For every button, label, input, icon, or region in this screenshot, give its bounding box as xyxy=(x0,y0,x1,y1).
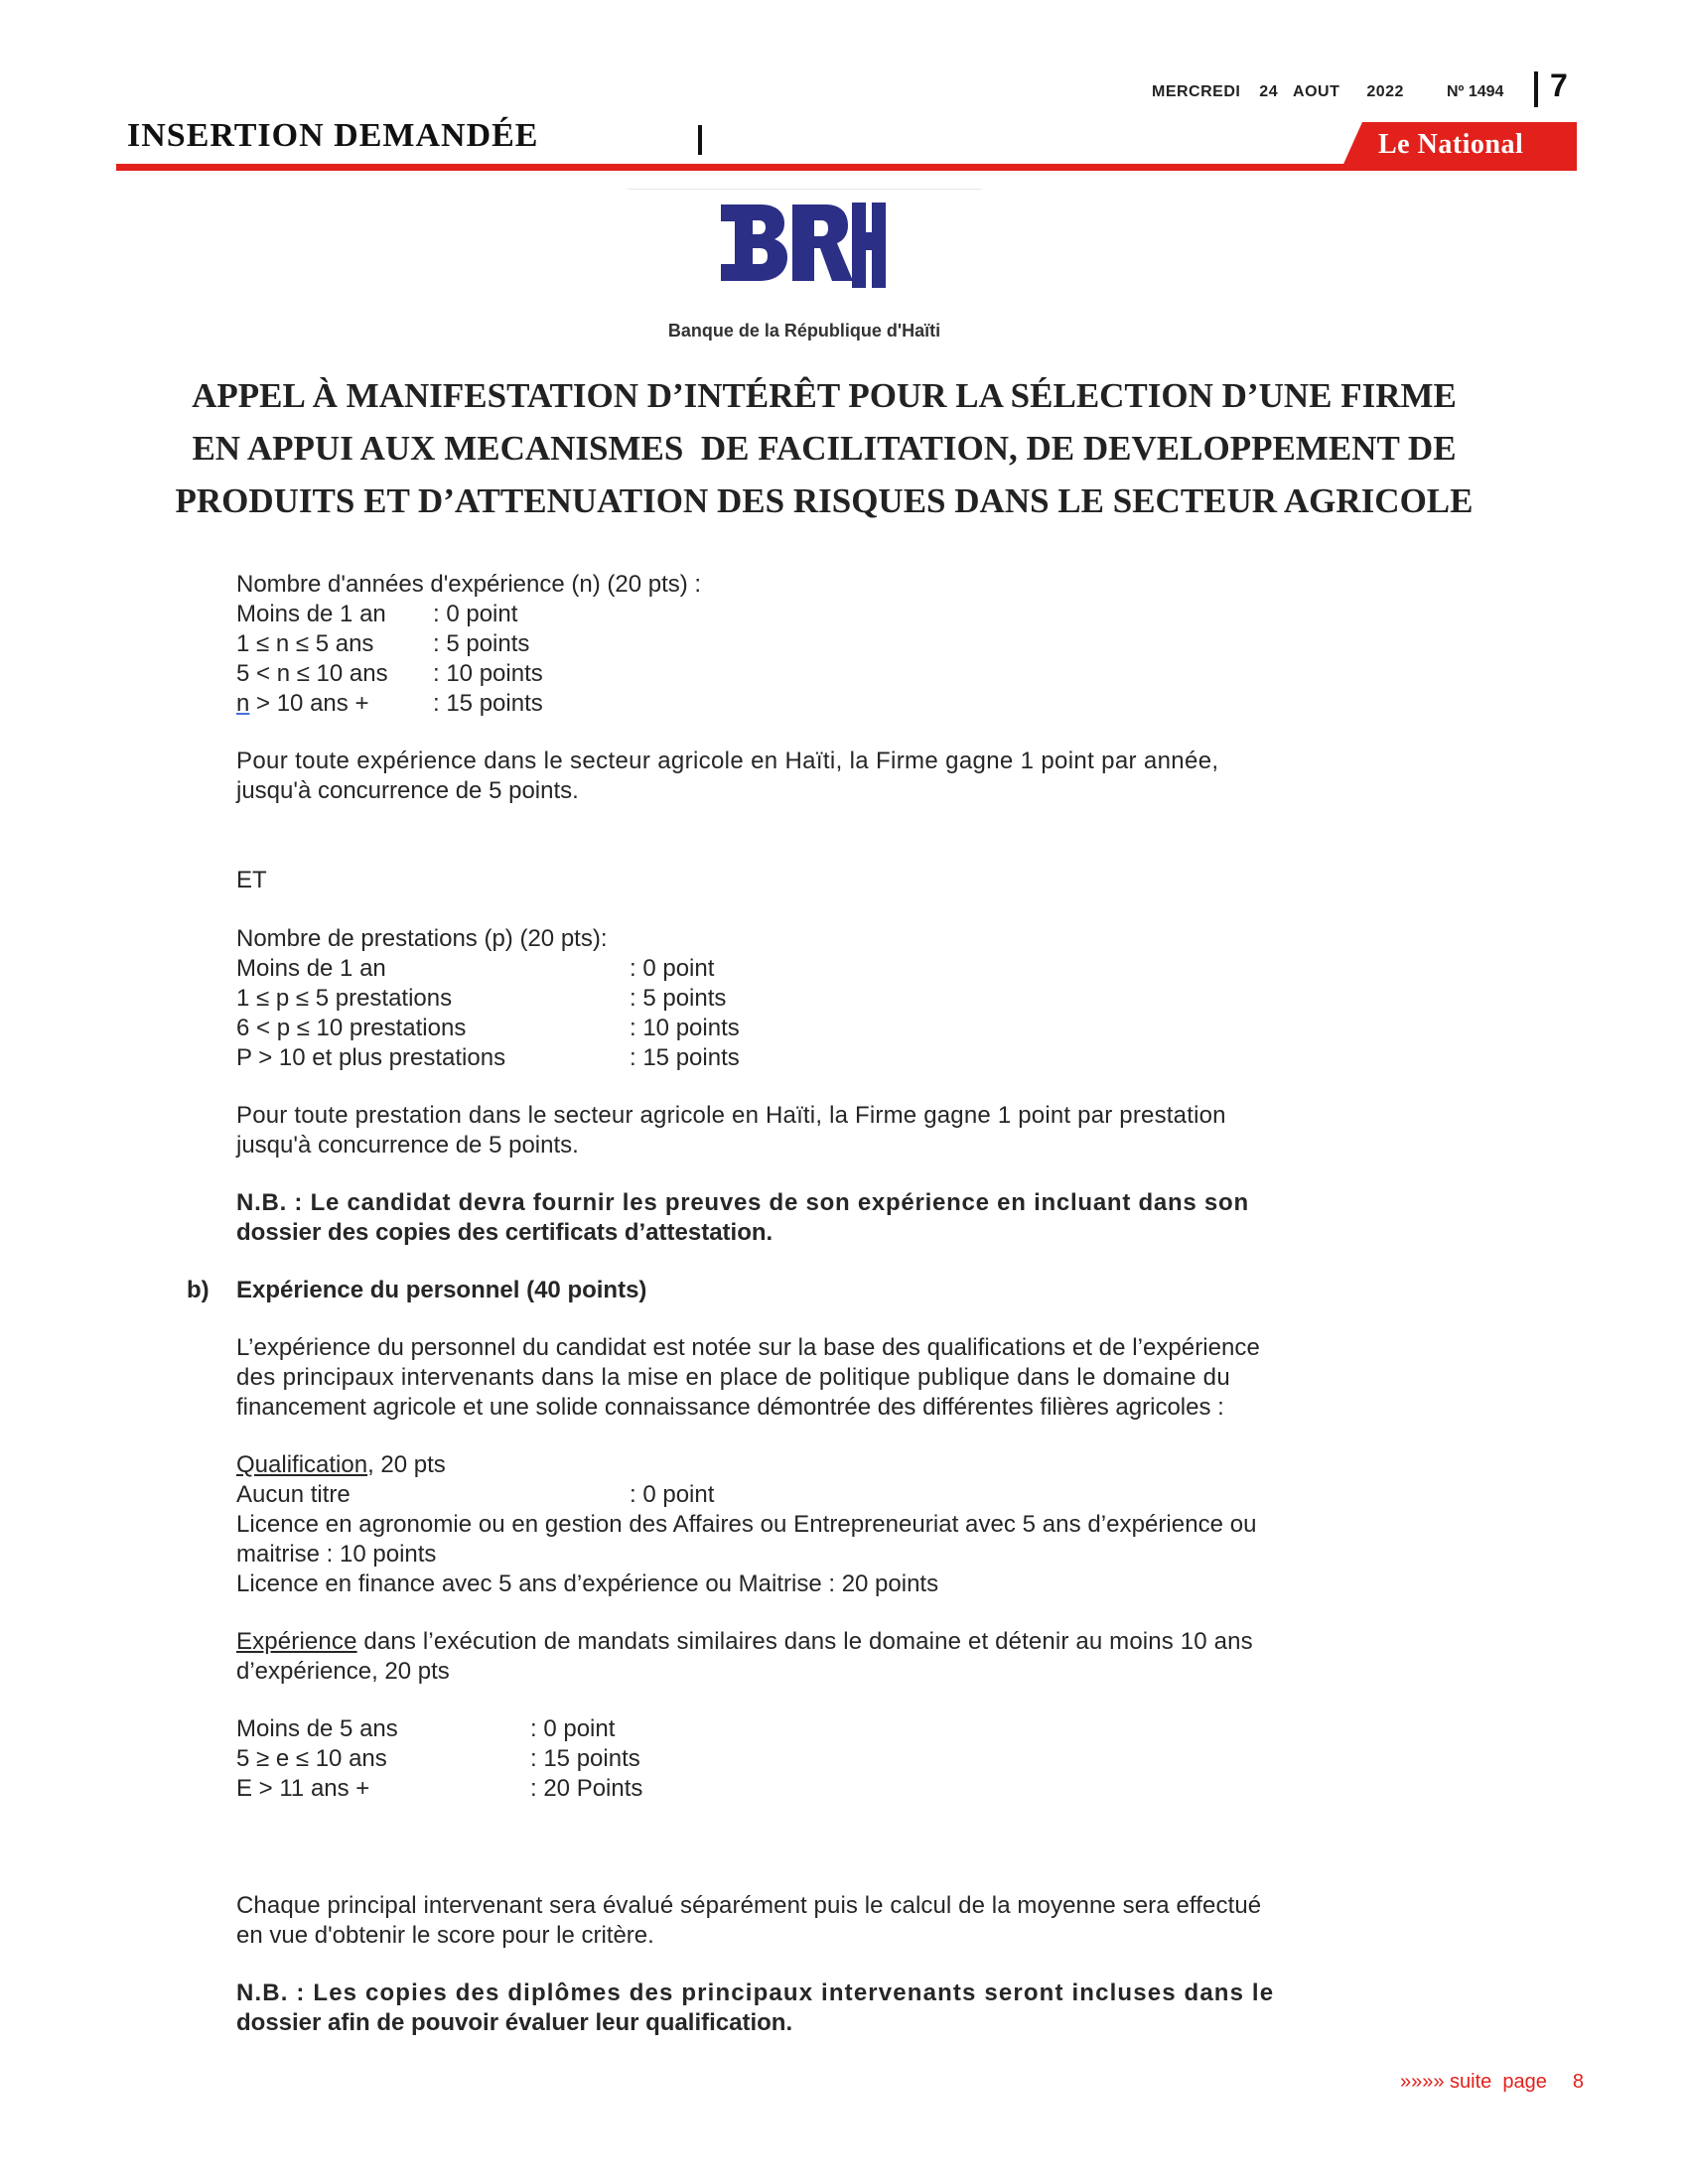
scoring-value: : 15 points xyxy=(433,690,543,717)
scoring-label: P > 10 et plus prestations xyxy=(236,1044,506,1071)
experience-mandats-title xyxy=(236,1627,1410,1657)
scoring-value: : 5 points xyxy=(433,630,530,657)
experience-mandats-block xyxy=(236,1627,1410,1687)
section-b-heading xyxy=(187,1276,1410,1305)
logo-caption: Banque de la République d'Haïti xyxy=(667,321,941,341)
paragraph-line: des principaux intervenants dans la mise en place de politique publique dans le domaine du xyxy=(236,1364,1230,1391)
scoring-value: : 0 point xyxy=(630,1481,715,1508)
scoring-row xyxy=(236,1774,1410,1804)
note-line: dossier des copies des certificats d’attestation. xyxy=(236,1219,774,1246)
qualification-block xyxy=(236,1450,1410,1599)
scoring-value: : 15 points xyxy=(630,1044,740,1071)
note-line: N.B. : Le candidat devra fournir les preuves de son expérience en incluant dans son xyxy=(236,1189,1249,1216)
heading-line-3: PRODUITS ET D’ATTENUATION DES RISQUES DANS LE SECTEUR AGRICOLE xyxy=(175,481,1474,520)
main-heading xyxy=(99,369,1549,527)
note-line: jusqu'à concurrence de 5 points. xyxy=(236,777,579,804)
scoring-row xyxy=(236,954,1410,984)
scoring-row xyxy=(236,1480,1410,1510)
note-line: jusqu'à concurrence de 5 points. xyxy=(236,1132,579,1159)
continued-label: »»»» suite page xyxy=(1400,2071,1547,2093)
scoring-row xyxy=(236,629,1410,659)
scoring-value: : 0 point xyxy=(433,601,518,627)
note-line: Pour toute expérience dans le secteur agricole en Haïti, la Firme gagne 1 point par année, xyxy=(236,748,1219,774)
logo-top-rule xyxy=(628,189,981,190)
paragraph-line: financement agricole et une solide connaissance démontrée des différentes filières agricoles : xyxy=(236,1394,1224,1421)
qualification-line: Licence en finance avec 5 ans d’expérience ou Maitrise : 20 points xyxy=(236,1570,939,1597)
paragraph-line: en vue d'obtenir le score pour le critère. xyxy=(236,1922,654,1949)
continued-page-number: 8 xyxy=(1572,2071,1585,2093)
scoring-label: Aucun titre xyxy=(236,1481,351,1508)
note-line: Pour toute prestation dans le secteur agricole en Haïti, la Firme gagne 1 point par prestation xyxy=(236,1102,1226,1129)
scoring-row xyxy=(236,1744,1410,1774)
scoring-label: Moins de 1 an xyxy=(236,955,386,982)
experience-description-line: d’expérience, 20 pts xyxy=(236,1658,450,1685)
issue-month: AOUT xyxy=(1293,83,1340,100)
heading-line-2: EN APPUI AUX MECANISMES DE FACILITATION, DE DEVELOPPEMENT DE xyxy=(192,429,1457,468)
scoring-row xyxy=(236,600,1410,629)
qualification-line: Licence en agronomie ou en gestion des Affaires ou Entrepreneuriat avec 5 ans d’expérience ou xyxy=(236,1511,1257,1538)
prestations-block xyxy=(236,924,1410,1073)
newspaper-brand: Le National xyxy=(1378,129,1524,160)
scoring-row xyxy=(236,984,1410,1014)
experience-label: Expérience xyxy=(236,1628,357,1655)
experience-description: dans l’exécution de mandats similaires dans le domaine et détenir au moins 10 ans xyxy=(356,1628,1253,1655)
scoring-label: E > 11 ans + xyxy=(236,1775,370,1802)
scoring-value: : 0 point xyxy=(530,1715,616,1742)
scoring-value: : 10 points xyxy=(630,1015,740,1041)
scoring-label: 5 ≥ e ≤ 10 ans xyxy=(236,1745,387,1772)
page-number-divider xyxy=(1534,71,1538,107)
experience-years-title: Nombre d'années d'expérience (n) (20 pts) : xyxy=(236,571,702,598)
scoring-value: : 5 points xyxy=(630,985,727,1012)
scoring-row xyxy=(236,659,1410,689)
scoring-label: Moins de 5 ans xyxy=(236,1715,398,1742)
scoring-label: 1 ≤ n ≤ 5 ans xyxy=(236,630,374,657)
scoring-value: : 15 points xyxy=(530,1745,640,1772)
note-line: dossier afin de pouvoir évaluer leur qualification. xyxy=(236,2009,793,2036)
scoring-label: 1 ≤ p ≤ 5 prestations xyxy=(236,985,453,1012)
brh-logo xyxy=(719,199,888,294)
prestations-note xyxy=(236,1101,1410,1160)
article-body xyxy=(187,570,1410,2038)
section-title: INSERTION DEMANDÉE xyxy=(127,117,539,154)
experience-mandats-scores xyxy=(236,1714,1410,1804)
issue-day: MERCREDI xyxy=(1152,83,1241,100)
section-b-letter: b) xyxy=(187,1277,210,1303)
prestations-title: Nombre de prestations (p) (20 pts): xyxy=(236,925,608,952)
scoring-value: : 0 point xyxy=(630,955,715,982)
issue-date-number: 24 xyxy=(1259,83,1279,100)
experience-years-block xyxy=(236,570,1410,719)
scoring-value: : 10 points xyxy=(433,660,543,687)
qualification-title xyxy=(236,1450,1410,1480)
et-label: ET xyxy=(236,867,267,893)
scoring-label: 5 < n ≤ 10 ans xyxy=(236,660,388,687)
paragraph-line: L’expérience du personnel du candidat est notée sur la base des qualifications et de l’expérience xyxy=(236,1334,1260,1361)
qualification-points: , 20 pts xyxy=(367,1451,446,1478)
scoring-row xyxy=(236,1714,1410,1744)
continued-on-page xyxy=(1400,2071,1584,2094)
scoring-value: : 20 Points xyxy=(530,1775,643,1802)
experience-years-note xyxy=(236,747,1410,806)
scoring-row xyxy=(236,689,1410,719)
section-b-paragraph xyxy=(236,1333,1410,1423)
qualification-label: Qualification xyxy=(236,1451,368,1478)
scoring-label xyxy=(236,689,433,719)
issue-number: Nº 1494 xyxy=(1447,83,1504,100)
scoring-label-rest: > 10 ans + xyxy=(249,690,369,717)
scoring-label: 6 < p ≤ 10 prestations xyxy=(236,1015,467,1041)
heading-line-1: APPEL À MANIFESTATION D’INTÉRÊT POUR LA SÉLECTION D’UNE FIRME xyxy=(192,376,1457,415)
nb-diplomas-note xyxy=(236,1979,1410,2038)
scoring-row xyxy=(236,1014,1410,1043)
note-line: N.B. : Les copies des diplômes des principaux intervenants seront incluses dans le xyxy=(236,1979,1275,2006)
section-title-divider xyxy=(698,125,702,155)
qualification-line: maitrise : 10 points xyxy=(236,1541,437,1568)
issue-year: 2022 xyxy=(1366,83,1404,100)
scoring-label-variable: n xyxy=(236,690,250,717)
page-number: 7 xyxy=(1550,68,1568,103)
scoring-row xyxy=(236,1043,1410,1073)
nb-proof-note xyxy=(236,1188,1410,1248)
section-b-title: Expérience du personnel (40 points) xyxy=(236,1277,647,1303)
evaluation-paragraph xyxy=(236,1891,1410,1951)
scoring-label: Moins de 1 an xyxy=(236,601,386,627)
issue-date xyxy=(1152,83,1404,101)
paragraph-line: Chaque principal intervenant sera évalué séparément puis le calcul de la moyenne sera effectué xyxy=(236,1892,1262,1919)
